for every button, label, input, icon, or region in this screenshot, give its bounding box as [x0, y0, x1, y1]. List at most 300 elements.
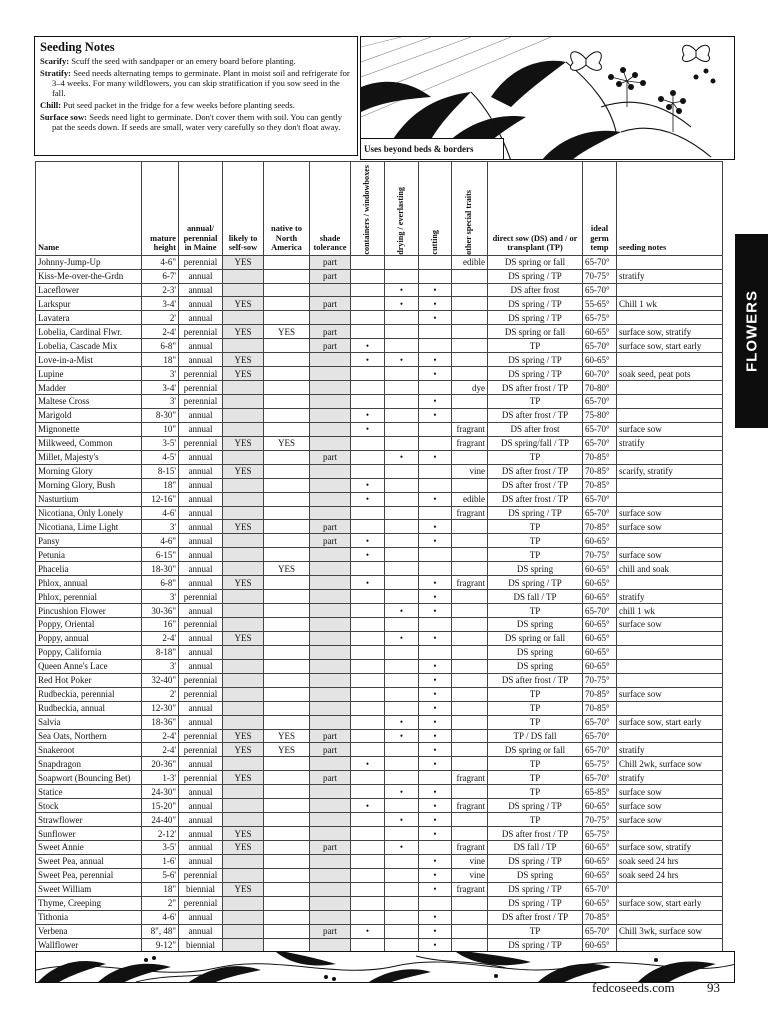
table-row	[36, 422, 723, 436]
cell-shade	[310, 548, 351, 562]
seeding-note-term: Chill:	[40, 100, 62, 110]
cell-special	[452, 687, 488, 701]
table-row	[36, 367, 723, 381]
cell-annual: annual	[179, 701, 223, 715]
cell-sow: DS after frost / TP	[488, 408, 583, 422]
cell-notes	[617, 408, 723, 422]
cell-selfsow	[223, 659, 264, 673]
cell-special	[452, 743, 488, 757]
cell-cutting: •	[419, 687, 452, 701]
cell-containers	[351, 395, 385, 409]
cell-drying	[385, 381, 419, 395]
cell-notes: surface sow	[617, 687, 723, 701]
cell-shade	[310, 687, 351, 701]
cell-containers	[351, 938, 385, 952]
cell-sow: TP	[488, 757, 583, 771]
cell-selfsow	[223, 687, 264, 701]
cell-annual: annual	[179, 353, 223, 367]
cell-annual: perennial	[179, 255, 223, 269]
cell-height: 2"	[142, 896, 179, 910]
cell-height: 2'	[142, 687, 179, 701]
cell-annual: annual	[179, 757, 223, 771]
cell-germ: 65-75°	[583, 827, 617, 841]
cell-containers	[351, 367, 385, 381]
cell-shade: part	[310, 520, 351, 534]
cell-germ: 60-65°	[583, 631, 617, 645]
cell-annual: annual	[179, 464, 223, 478]
cell-annual: annual	[179, 910, 223, 924]
cell-cutting	[419, 269, 452, 283]
table-row	[36, 269, 723, 283]
seeding-notes-title: Seeding Notes	[40, 40, 115, 54]
cell-drying: •	[385, 450, 419, 464]
col-header-drying-label: drying / everlasting	[396, 186, 406, 255]
cell-containers: •	[351, 408, 385, 422]
cell-shade	[310, 757, 351, 771]
cell-drying	[385, 520, 419, 534]
cell-germ: 65-70°	[583, 283, 617, 297]
cell-sow: DS spring/fall / TP	[488, 436, 583, 450]
cell-drying: •	[385, 353, 419, 367]
cell-germ: 65-70°	[583, 422, 617, 436]
cell-cutting	[419, 841, 452, 855]
cell-height: 1-3'	[142, 771, 179, 785]
cell-drying	[385, 422, 419, 436]
table-row	[36, 813, 723, 827]
cell-selfsow	[223, 618, 264, 632]
cell-name: Phacelia	[36, 562, 142, 576]
cell-native	[264, 339, 310, 353]
cell-name: Laceflower	[36, 283, 142, 297]
cell-germ: 70-85°	[583, 687, 617, 701]
cell-sow: DS spring / TP	[488, 882, 583, 896]
cell-selfsow	[223, 395, 264, 409]
cell-annual: perennial	[179, 687, 223, 701]
cell-selfsow: YES	[223, 297, 264, 311]
cell-drying	[385, 408, 419, 422]
cell-name: Sunflower	[36, 827, 142, 841]
cell-selfsow	[223, 283, 264, 297]
cell-name: Lobelia, Cascade Mix	[36, 339, 142, 353]
cell-shade	[310, 422, 351, 436]
table-row	[36, 478, 723, 492]
table-row	[36, 506, 723, 520]
cell-special: vine	[452, 854, 488, 868]
cell-height: 15-20"	[142, 799, 179, 813]
cell-height: 3-4'	[142, 381, 179, 395]
cell-sow: TP	[488, 701, 583, 715]
cell-native	[264, 854, 310, 868]
cell-notes: Chill 1 wk	[617, 297, 723, 311]
cell-height: 4-6'	[142, 506, 179, 520]
cell-special	[452, 645, 488, 659]
cell-selfsow: YES	[223, 464, 264, 478]
cell-selfsow	[223, 492, 264, 506]
seeding-note-text: Seeds need light to germinate. Don't cover them with soil. You can gently pat the seeds down. If seeds are small, water very carefully so they don't float away.	[52, 112, 343, 132]
cell-height: 3-4'	[142, 297, 179, 311]
cell-shade: part	[310, 450, 351, 464]
cell-cutting	[419, 436, 452, 450]
cell-drying	[385, 618, 419, 632]
cell-annual: annual	[179, 269, 223, 283]
cell-selfsow	[223, 854, 264, 868]
table-row	[36, 297, 723, 311]
cell-native	[264, 269, 310, 283]
table-row	[36, 854, 723, 868]
cell-height: 6-8"	[142, 339, 179, 353]
cell-cutting	[419, 548, 452, 562]
cell-drying: •	[385, 631, 419, 645]
cell-drying	[385, 757, 419, 771]
cell-annual: perennial	[179, 436, 223, 450]
cell-height: 30-36"	[142, 604, 179, 618]
cell-drying	[385, 395, 419, 409]
cell-annual: annual	[179, 715, 223, 729]
cell-germ: 70-85°	[583, 701, 617, 715]
cell-annual: perennial	[179, 729, 223, 743]
cell-name: Nicotiana, Only Lonely	[36, 506, 142, 520]
cell-containers	[351, 673, 385, 687]
seeding-note-term: Surface sow:	[40, 112, 88, 122]
cell-native	[264, 548, 310, 562]
cell-selfsow	[223, 673, 264, 687]
cell-germ: 70-85°	[583, 910, 617, 924]
cell-drying	[385, 436, 419, 450]
table-row	[36, 311, 723, 325]
cell-shade: part	[310, 841, 351, 855]
cell-containers	[351, 827, 385, 841]
cell-special	[452, 938, 488, 952]
cell-containers: •	[351, 757, 385, 771]
table-row	[36, 325, 723, 339]
cell-germ: 70-85°	[583, 450, 617, 464]
cell-germ: 70-85°	[583, 464, 617, 478]
cell-selfsow	[223, 381, 264, 395]
table-row	[36, 771, 723, 785]
cell-containers	[351, 813, 385, 827]
cell-shade	[310, 631, 351, 645]
cell-drying	[385, 645, 419, 659]
cell-special	[452, 520, 488, 534]
cell-selfsow	[223, 604, 264, 618]
cell-cutting: •	[419, 367, 452, 381]
cell-shade: part	[310, 339, 351, 353]
section-tab-label: FLOWERS	[743, 290, 760, 372]
cell-sow: TP	[488, 339, 583, 353]
cell-sow: TP	[488, 548, 583, 562]
cell-sow: DS spring	[488, 645, 583, 659]
cell-height: 32-40"	[142, 673, 179, 687]
cell-native	[264, 659, 310, 673]
col-header-selfsow: likely to self-sow	[223, 162, 264, 256]
cell-notes: surface sow	[617, 422, 723, 436]
cell-containers	[351, 450, 385, 464]
cell-containers	[351, 910, 385, 924]
cell-shade	[310, 576, 351, 590]
cell-notes: surface sow	[617, 618, 723, 632]
cell-name: Strawflower	[36, 813, 142, 827]
cell-notes	[617, 882, 723, 896]
cell-special: fragrant	[452, 771, 488, 785]
cell-drying	[385, 576, 419, 590]
cell-notes: stratify	[617, 743, 723, 757]
cell-special: fragrant	[452, 576, 488, 590]
cell-notes	[617, 395, 723, 409]
cell-special: edible	[452, 492, 488, 506]
cell-germ: 65-70°	[583, 436, 617, 450]
cell-shade	[310, 492, 351, 506]
cell-germ: 60-65°	[583, 576, 617, 590]
cell-height: 3'	[142, 520, 179, 534]
cell-annual: annual	[179, 785, 223, 799]
seeding-note-term: Scarify:	[40, 56, 70, 66]
cell-annual: annual	[179, 604, 223, 618]
cell-germ: 70-85°	[583, 478, 617, 492]
cell-germ: 70-75°	[583, 813, 617, 827]
cell-containers	[351, 297, 385, 311]
cell-shade	[310, 882, 351, 896]
cell-name: Wallflower	[36, 938, 142, 952]
cell-cutting: •	[419, 882, 452, 896]
cell-sow: DS spring / TP	[488, 854, 583, 868]
col-header-cutting	[419, 162, 452, 256]
cell-height: 9-12"	[142, 938, 179, 952]
cell-cutting: •	[419, 938, 452, 952]
cell-native	[264, 938, 310, 952]
cell-notes: chill 1 wk	[617, 604, 723, 618]
cell-sow: DS after frost	[488, 422, 583, 436]
cell-sow: DS spring	[488, 659, 583, 673]
cell-native	[264, 297, 310, 311]
cell-name: Phlox, perennial	[36, 590, 142, 604]
cell-drying	[385, 910, 419, 924]
cell-selfsow	[223, 910, 264, 924]
leaf-scroll-border-illustration	[36, 952, 735, 983]
cell-annual: biennial	[179, 882, 223, 896]
cell-drying	[385, 687, 419, 701]
cell-notes	[617, 381, 723, 395]
table-row	[36, 715, 723, 729]
cell-special	[452, 269, 488, 283]
table-row	[36, 255, 723, 269]
cell-name: Milkweed, Common	[36, 436, 142, 450]
cell-notes	[617, 659, 723, 673]
cell-native	[264, 799, 310, 813]
table-row	[36, 618, 723, 632]
cell-sow: DS spring / TP	[488, 353, 583, 367]
cell-shade: part	[310, 729, 351, 743]
cell-germ: 60-65°	[583, 868, 617, 882]
cell-shade	[310, 813, 351, 827]
cell-drying	[385, 311, 419, 325]
cell-cutting: •	[419, 520, 452, 534]
cell-notes: surface sow, start early	[617, 339, 723, 353]
cell-cutting	[419, 255, 452, 269]
cell-shade	[310, 827, 351, 841]
cell-cutting	[419, 478, 452, 492]
col-header-containers	[351, 162, 385, 256]
cell-sow: DS spring / TP	[488, 297, 583, 311]
seeding-note	[40, 112, 352, 132]
cell-selfsow: YES	[223, 436, 264, 450]
cell-name: Poppy, annual	[36, 631, 142, 645]
cell-selfsow	[223, 450, 264, 464]
cell-containers: •	[351, 339, 385, 353]
cell-cutting: •	[419, 297, 452, 311]
cell-notes	[617, 353, 723, 367]
cell-height: 18"	[142, 353, 179, 367]
cell-cutting: •	[419, 283, 452, 297]
cell-notes	[617, 729, 723, 743]
cell-annual: annual	[179, 813, 223, 827]
cell-germ: 60-65°	[583, 854, 617, 868]
cell-cutting: •	[419, 492, 452, 506]
cell-cutting: •	[419, 631, 452, 645]
cell-height: 4-6'	[142, 910, 179, 924]
cell-sow: DS spring / TP	[488, 506, 583, 520]
cell-height: 18"	[142, 882, 179, 896]
cell-name: Love-in-a-Mist	[36, 353, 142, 367]
cell-annual: perennial	[179, 896, 223, 910]
cell-notes: scarify, stratify	[617, 464, 723, 478]
cell-name: Pincushion Flower	[36, 604, 142, 618]
cell-native	[264, 395, 310, 409]
cell-germ: 65-70°	[583, 924, 617, 938]
cell-germ: 60-70°	[583, 367, 617, 381]
cell-cutting	[419, 506, 452, 520]
cell-selfsow	[223, 799, 264, 813]
cell-name: Thyme, Creeping	[36, 896, 142, 910]
cell-shade: part	[310, 743, 351, 757]
cell-shade	[310, 395, 351, 409]
cell-drying	[385, 896, 419, 910]
cell-cutting: •	[419, 450, 452, 464]
cell-name: Queen Anne's Lace	[36, 659, 142, 673]
cell-containers	[351, 506, 385, 520]
cell-selfsow: YES	[223, 520, 264, 534]
cell-containers	[351, 590, 385, 604]
cell-special: fragrant	[452, 841, 488, 855]
cell-shade: part	[310, 255, 351, 269]
table-row	[36, 673, 723, 687]
cell-special	[452, 450, 488, 464]
cell-notes: surface sow, stratify	[617, 325, 723, 339]
cell-shade	[310, 896, 351, 910]
cell-annual: perennial	[179, 618, 223, 632]
cell-name: Petunia	[36, 548, 142, 562]
cell-notes: surface sow	[617, 813, 723, 827]
cell-notes: surface sow	[617, 785, 723, 799]
cell-special: vine	[452, 464, 488, 478]
cell-name: Mignonette	[36, 422, 142, 436]
cell-native	[264, 715, 310, 729]
cell-native	[264, 381, 310, 395]
cell-native	[264, 506, 310, 520]
cell-cutting: •	[419, 868, 452, 882]
cell-special	[452, 367, 488, 381]
cell-special	[452, 548, 488, 562]
cell-height: 10"	[142, 422, 179, 436]
cell-special	[452, 395, 488, 409]
cell-name: Phlox, annual	[36, 576, 142, 590]
cell-native	[264, 771, 310, 785]
table-header-row	[36, 162, 723, 256]
cell-drying	[385, 659, 419, 673]
cell-germ: 65-70°	[583, 492, 617, 506]
cell-height: 8", 48"	[142, 924, 179, 938]
cell-shade: part	[310, 269, 351, 283]
cell-containers	[351, 785, 385, 799]
cell-cutting: •	[419, 395, 452, 409]
seeding-note-text: Put seed packet in the fridge for a few weeks before planting seeds.	[63, 100, 295, 110]
cell-germ: 60-65°	[583, 659, 617, 673]
cell-notes	[617, 827, 723, 841]
cell-name: Stock	[36, 799, 142, 813]
cell-germ: 70-85°	[583, 520, 617, 534]
table-row	[36, 687, 723, 701]
cell-name: Red Hot Poker	[36, 673, 142, 687]
cell-cutting	[419, 771, 452, 785]
cell-annual: annual	[179, 534, 223, 548]
cell-containers: •	[351, 576, 385, 590]
cell-cutting: •	[419, 729, 452, 743]
cell-cutting: •	[419, 743, 452, 757]
cell-sow: DS spring or fall	[488, 631, 583, 645]
cell-name: Sea Oats, Northern	[36, 729, 142, 743]
col-header-native: native to North America	[264, 162, 310, 256]
cell-native	[264, 701, 310, 715]
cell-shade	[310, 506, 351, 520]
cell-sow: DS spring / TP	[488, 938, 583, 952]
cell-shade	[310, 910, 351, 924]
cell-sow: DS spring / TP	[488, 896, 583, 910]
cell-special	[452, 534, 488, 548]
cell-native	[264, 464, 310, 478]
table-row	[36, 395, 723, 409]
cell-special: dye	[452, 381, 488, 395]
cell-cutting	[419, 562, 452, 576]
cell-shade	[310, 673, 351, 687]
cell-shade	[310, 854, 351, 868]
cell-annual: annual	[179, 562, 223, 576]
table-row	[36, 729, 723, 743]
cell-drying	[385, 827, 419, 841]
cell-drying	[385, 882, 419, 896]
col-header-special-label: other special traits	[464, 189, 474, 255]
cell-selfsow: YES	[223, 631, 264, 645]
cell-containers	[351, 381, 385, 395]
cell-name: Morning Glory, Bush	[36, 478, 142, 492]
cell-annual: annual	[179, 841, 223, 855]
cell-germ: 65-75°	[583, 757, 617, 771]
cell-name: Nicotiana, Lime Light	[36, 520, 142, 534]
cell-name: Nasturtium	[36, 492, 142, 506]
cell-annual: annual	[179, 799, 223, 813]
cell-selfsow	[223, 785, 264, 799]
cell-germ: 60-65°	[583, 353, 617, 367]
cell-containers	[351, 604, 385, 618]
cell-shade: part	[310, 534, 351, 548]
cell-containers	[351, 325, 385, 339]
cell-native	[264, 910, 310, 924]
cell-germ: 60-65°	[583, 618, 617, 632]
cell-drying	[385, 506, 419, 520]
cell-containers	[351, 743, 385, 757]
cell-special	[452, 673, 488, 687]
cell-germ: 60-65°	[583, 534, 617, 548]
cell-cutting: •	[419, 910, 452, 924]
cell-sow: TP	[488, 785, 583, 799]
